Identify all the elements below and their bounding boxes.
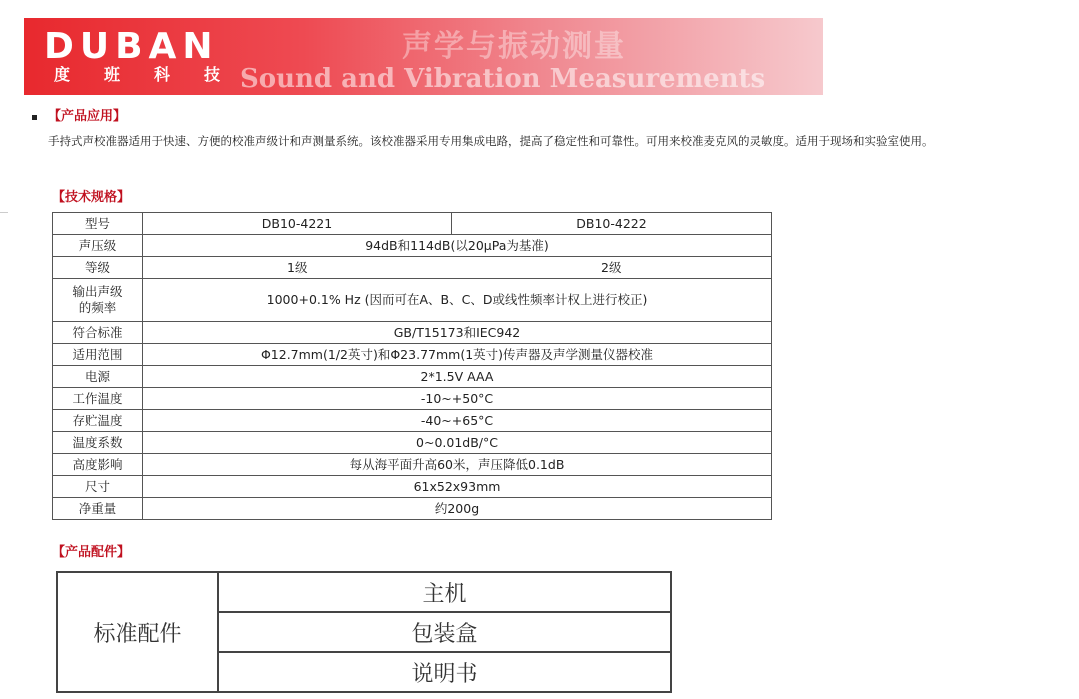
- table-row: [53, 279, 772, 322]
- table-row: [53, 366, 772, 388]
- table-row: [53, 498, 772, 520]
- model-cell: DB10-4221: [143, 213, 452, 235]
- table-row: [53, 432, 772, 454]
- table-row: [53, 322, 772, 344]
- spec-value: 约200g: [143, 498, 772, 520]
- logo-chinese-name: 度班科技: [54, 65, 255, 84]
- table-row: [53, 454, 772, 476]
- spec-label-line: 的频率: [78, 300, 117, 315]
- accessory-item: 说明书: [218, 652, 671, 692]
- table-row: [53, 213, 772, 235]
- specs-heading: 【技术规格】: [52, 190, 131, 205]
- spec-label: 尺寸: [53, 476, 143, 498]
- spec-label: 高度影响: [53, 454, 143, 476]
- banner-title-cn: 声学与振动测量: [402, 29, 626, 64]
- spec-value: 94dB和114dB(以20μPa为基准): [143, 235, 772, 257]
- spec-value: 每从海平面升高60米，声压降低0.1dB: [143, 454, 772, 476]
- spec-label: 温度系数: [53, 432, 143, 454]
- spec-label: 存贮温度: [53, 410, 143, 432]
- accessory-item: 主机: [218, 572, 671, 612]
- model-cell: DB10-4222: [452, 213, 772, 235]
- spec-table: [52, 212, 772, 520]
- table-row: [53, 388, 772, 410]
- accessories-heading: 【产品配件】: [52, 545, 131, 560]
- spec-label: [53, 279, 143, 322]
- spec-value: 2级: [452, 257, 772, 279]
- application-heading: 【产品应用】: [48, 109, 127, 124]
- spec-label: 适用范围: [53, 344, 143, 366]
- banner-title-en: Sound and Vibration Measurements: [240, 64, 766, 94]
- table-row: [53, 410, 772, 432]
- standard-accessories-label: 标准配件: [57, 572, 218, 692]
- spec-value: 61x52x93mm: [143, 476, 772, 498]
- table-row: [53, 235, 772, 257]
- spec-label: 工作温度: [53, 388, 143, 410]
- spec-label-line: 输出声级: [72, 284, 123, 299]
- spec-value: 0~0.01dB/°C: [143, 432, 772, 454]
- accessories-table: [56, 571, 672, 693]
- spec-label: 等级: [53, 257, 143, 279]
- brand-banner: [24, 18, 823, 95]
- spec-value: 2*1.5V AAA: [143, 366, 772, 388]
- spec-label: 型号: [53, 213, 143, 235]
- spec-label: 净重量: [53, 498, 143, 520]
- duban-logo: DUBAN: [44, 26, 219, 67]
- table-row: [53, 476, 772, 498]
- spec-value: 1级: [143, 257, 452, 279]
- spec-value: 1000+0.1% Hz (因而可在A、B、C、D或线性频率计权上进行校正): [143, 279, 772, 322]
- bullet-icon: [32, 115, 37, 120]
- table-row: [57, 572, 671, 612]
- spec-value: -40~+65°C: [143, 410, 772, 432]
- spec-value: -10~+50°C: [143, 388, 772, 410]
- side-mark: [0, 212, 8, 213]
- spec-value: Φ12.7mm(1/2英寸)和Φ23.77mm(1英寸)传声器及声学测量仪器校准: [143, 344, 772, 366]
- application-text: 手持式声校准器适用于快速、方便的校准声级计和声测量系统。该校准器采用专用集成电路，提高了稳定性和可靠性。可用来校准麦克风的灵敏度。适用于现场和实验室使用。: [48, 134, 934, 148]
- spec-label: 声压级: [53, 235, 143, 257]
- table-row: [53, 344, 772, 366]
- spec-label: 符合标准: [53, 322, 143, 344]
- accessory-item: 包装盒: [218, 612, 671, 652]
- spec-label: 电源: [53, 366, 143, 388]
- spec-value: GB/T15173和IEC942: [143, 322, 772, 344]
- table-row: [53, 257, 772, 279]
